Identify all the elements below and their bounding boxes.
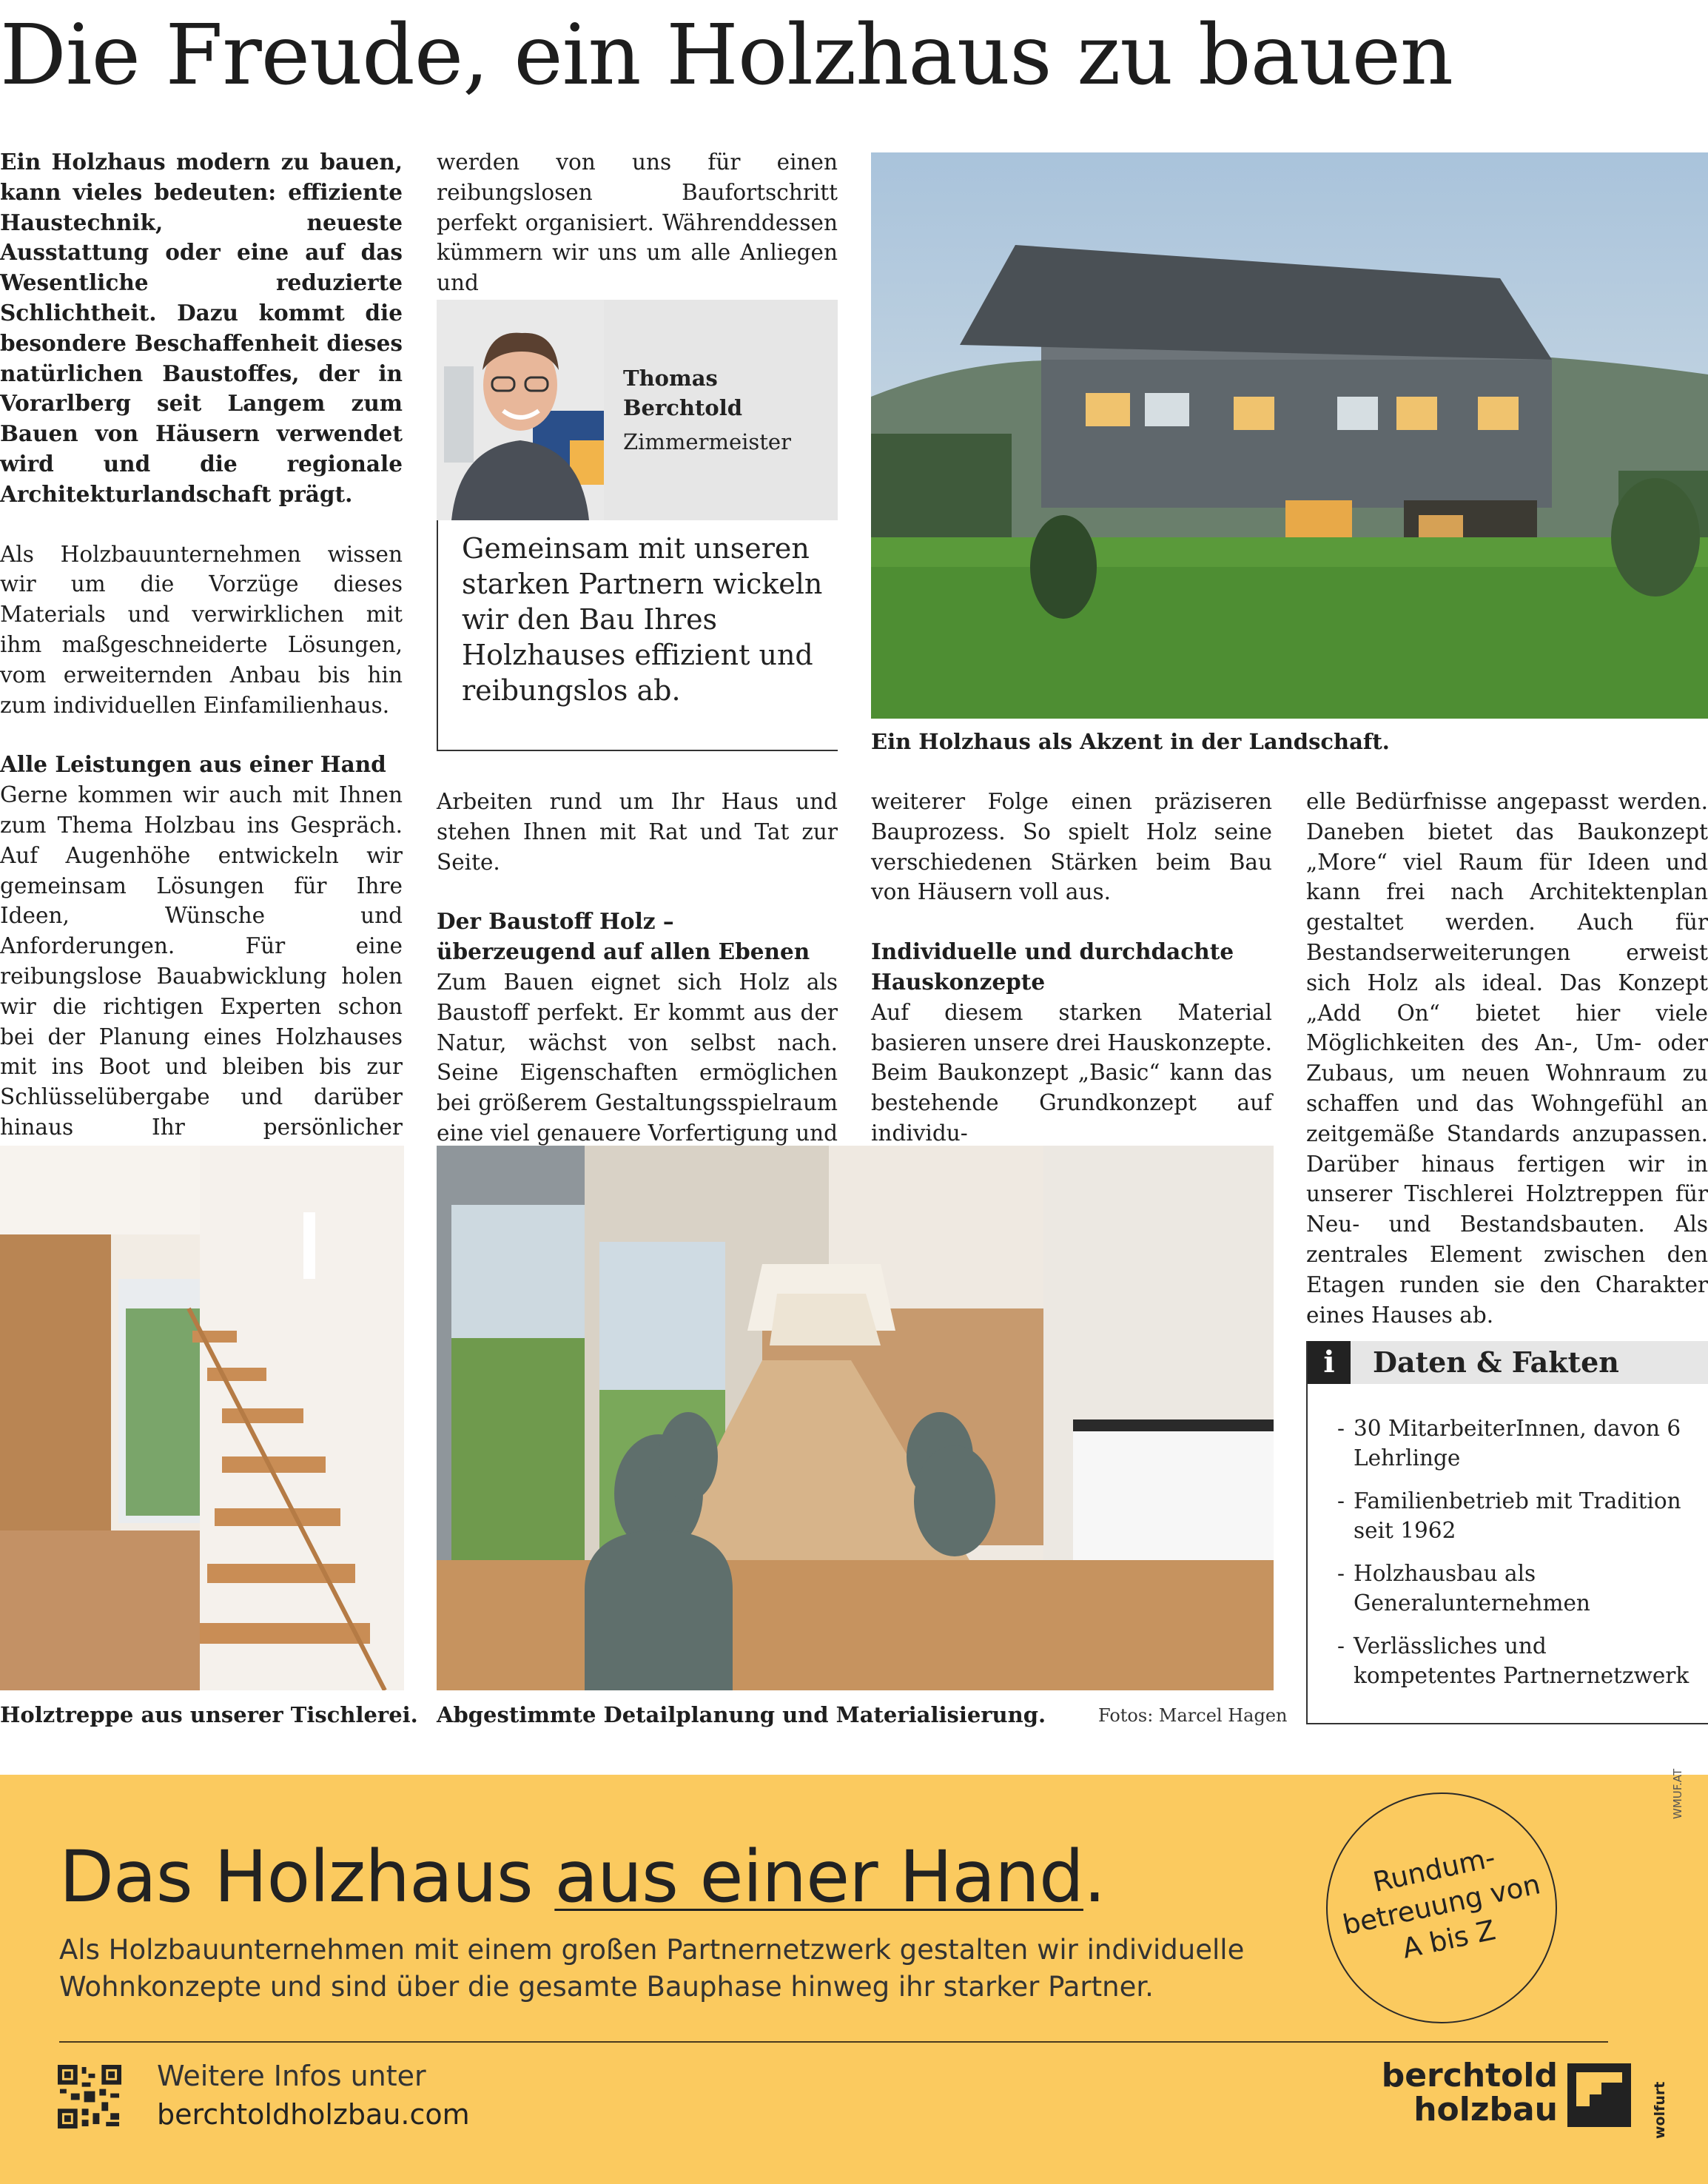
info-icon: i	[1308, 1341, 1351, 1384]
badge-text: Rundum-betreuung von A bis Z	[1339, 1841, 1544, 1965]
body-paragraph: werden von uns für einen reibungslosen Baufortschritt perfekt organisiert. Währenddessen kümmern wir uns um alle Anliegen und	[437, 149, 838, 296]
subheading-services: Alle Leistungen aus einer Hand	[0, 751, 386, 778]
body-paragraph: weiterer Folge einen präziseren Bauprozess. So spielt Holz seine verschiedenen Stärken beim Bau von Häusern voll aus.	[871, 789, 1272, 905]
ad-code: WMUF.AT	[1671, 1769, 1684, 1819]
lead-paragraph: Ein Holzhaus modern zu bauen, kann vieles bedeuten: effiziente Haustechnik, neueste Ausstattung oder eine auf das Wesentliche reduzierte Schlichtheit. Dazu kommt die besondere Beschaffenheit dieses natürlichen Baustoffes, der in Vorarlberg seit Langem zum Bauen von Häusern verwendet wird und die regionale Architekturlandschaft prägt.	[0, 149, 403, 507]
ad-title: Das Holzhaus aus einer Hand.	[59, 1835, 1106, 1918]
ad-text: Als Holzbauunternehmen mit einem großen Partnernetzwerk gestalten wir individuelle Wohnkonzepte und sind über die gesamte Bauphase hinweg ihr starker Partner.	[59, 1934, 1245, 2003]
website-link[interactable]: berchtoldholzbau.com	[157, 2098, 470, 2131]
body-paragraph: Auf diesem starken Material basieren unsere drei Hauskonzepte. Beim Baukonzept „Basic“ kann das bestehende Grundkonzept auf individu-	[871, 999, 1272, 1146]
body-paragraph: Als Holzbauunternehmen wissen wir um die Vorzüge dieses Materials und verwirklichen mit ihm maßgeschneiderte Lösungen, vom erweiternden Anbau bis hin zum individuellen Einfamilienhaus.	[0, 541, 403, 718]
house-photo-caption: Ein Holzhaus als Akzent in der Landschaft.	[871, 729, 1390, 754]
page-headline: Die Freude, ein Holzhaus zu bauen	[0, 7, 1453, 104]
body-paragraph: Arbeiten rund um Ihr Haus und stehen Ihnen mit Rat und Tat zur Seite.	[437, 789, 838, 875]
facts-header	[1308, 1341, 1708, 1384]
more-info-label: Weitere Infos unter	[157, 2060, 426, 2092]
divider	[59, 2041, 1608, 2043]
logo-place: wolfurt	[1652, 2081, 1668, 2139]
dining-photo	[437, 1146, 1274, 1690]
body-paragraph: Zum Bauen eignet sich Holz als Baustoff perfekt. Er kommt aus der Natur, wächst von selbst nach. Seine Eigenschaften ermöglichen bei größerem Gestaltungsspielraum eine viel genauere Vorfertigung und	[437, 969, 838, 1146]
article-column-2-bottom	[437, 787, 838, 1179]
portrait-photo	[437, 300, 604, 520]
person-name: Thomas Berchtold	[623, 366, 743, 420]
pull-quote-box	[437, 520, 838, 751]
dining-photo-caption: Abgestimmte Detailplanung und Materialisierung.	[437, 1702, 1046, 1727]
company-logo-mark	[1567, 2063, 1631, 2127]
person-role: Zimmermeister	[623, 429, 791, 454]
pull-quote: Gemeinsam mit unseren starken Partnern wickeln wir den Bau Ihres Holzhauses effizient und reibungslos ab.	[462, 532, 823, 707]
badge-circle	[1326, 1792, 1557, 2023]
list-item: - Verlässliches und kompetentes Partnernetzwerk	[1337, 1633, 1689, 1688]
body-paragraph: elle Bedürfnisse angepasst werden. Daneben bietet das Baukonzept „More“ viel Raum für Ideen und kann frei nach Architektenplan gestaltet werden. Auch für Bestandserweiterungen erweist sich Holz als ideal. Das Konzept „Add On“ bietet hier viele Möglichkeiten des An-, Um- oder Zubaus, um neuen Wohnraum zu schaffen und das Wohngefühl an zeitgemäße Standards anzupassen. Darüber hinaus fertigen wir in unserer Tischlerei Holztreppen für Neu- und Bestandsbauten. Als zentrales Element zwischen den Etagen runden sie den Charakter eines Hauses ab.	[1306, 789, 1708, 1328]
article-column-4	[1306, 787, 1708, 1330]
article-column-1	[0, 147, 403, 1203]
subheading-concepts: Individuelle und durchdachte Hauskonzepte	[871, 938, 1234, 995]
list-item: - Holzhausbau als Generalunternehmen	[1337, 1561, 1590, 1616]
staircase-photo-caption: Holztreppe aus unserer Tischlerei.	[0, 1702, 418, 1727]
photo-credit: Fotos: Marcel Hagen	[1098, 1705, 1288, 1726]
portrait-box	[437, 300, 838, 520]
house-photo	[871, 152, 1708, 719]
article-column-3	[871, 787, 1272, 1149]
staircase-photo	[0, 1146, 404, 1690]
facts-box	[1306, 1341, 1708, 1724]
article-column-2-top	[437, 147, 838, 298]
subheading-material: Der Baustoff Holz – überzeugend auf allen Ebenen	[437, 908, 810, 965]
qr-code-icon[interactable]	[58, 2065, 121, 2128]
advertisement-banner	[0, 1769, 1708, 2184]
body-paragraph: Gerne kommen wir auch mit Ihnen zum Thema Holzbau ins Gespräch. Auf Augenhöhe entwickeln wir gemeinsam Lösungen für Ihre Ideen, Wünsche und Anforderungen. Für eine reibungslose Bauabwicklung holen wir die richtigen Experten schon bei der Planung eines Holzhauses mit ins Boot und bleiben bis zur Schlüsselübergabe und darüber hinaus Ihr persönlicher	[0, 782, 403, 1140]
company-logo-text: berchtold holzbau	[1381, 2057, 1558, 2128]
list-item: - 30 MitarbeiterInnen, davon 6 Lehrlinge	[1337, 1416, 1681, 1471]
list-item: - Familienbetrieb mit Tradition seit 1962	[1337, 1488, 1681, 1543]
facts-title: Daten & Fakten	[1373, 1345, 1619, 1379]
facts-list	[1337, 1414, 1692, 1704]
